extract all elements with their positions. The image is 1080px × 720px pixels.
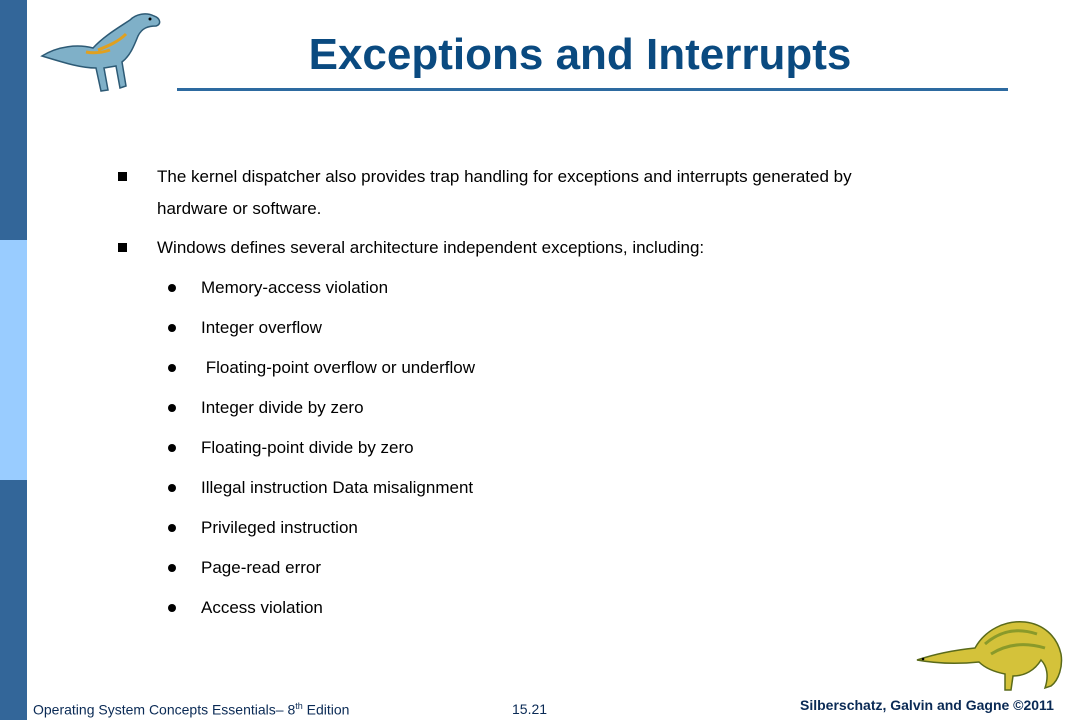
bullet-dot-icon [168, 564, 176, 572]
slide-title: Exceptions and Interrupts [308, 30, 852, 79]
sidebar-segment-middle [0, 240, 27, 480]
bullet-dot-icon [168, 604, 176, 612]
dinosaur-logo-bottom-icon [915, 610, 1065, 692]
sub-bullet-text: Illegal instruction Data misalignment [201, 478, 474, 497]
sub-bullet-text: Integer overflow [201, 318, 322, 337]
sub-bullet-text: Floating-point divide by zero [201, 438, 414, 457]
bullet-dot-icon [168, 324, 176, 332]
sub-bullet-text: Page-read error [201, 558, 322, 577]
sub-bullet-text: Privileged instruction [201, 518, 358, 537]
bullet-dot-icon [168, 364, 176, 372]
footer-page-number: 15.21 [512, 701, 548, 717]
bullet-dot-icon [168, 484, 176, 492]
bullet-text: The kernel dispatcher also provides trap handling for exceptions and interrupts generated by [157, 167, 852, 186]
sidebar-color-bar [0, 0, 27, 720]
bullet-dot-icon [168, 444, 176, 452]
sub-bullet-text: Floating-point overflow or underflow [201, 358, 476, 377]
bullet-text: Windows defines several architecture independent exceptions, including: [157, 238, 705, 257]
sub-bullet-text: Integer divide by zero [201, 398, 364, 417]
sidebar-segment-bottom [0, 480, 27, 720]
footer-copyright: Silberschatz, Galvin and Gagne ©2011 [800, 697, 1054, 713]
bullet-dot-icon [168, 524, 176, 532]
bullet-text-continuation: hardware or software. [157, 199, 322, 218]
sub-bullet-text: Memory-access violation [201, 278, 389, 297]
sub-bullet-text: Access violation [201, 598, 323, 617]
bullet-dot-icon [168, 404, 176, 412]
bullet-square-icon [118, 243, 127, 252]
bullet-square-icon [118, 172, 127, 181]
title-underline [177, 88, 1008, 91]
footer-book-title: Operating System Concepts Essentials– 8th Edition [33, 701, 350, 718]
bullet-dot-icon [168, 284, 176, 292]
